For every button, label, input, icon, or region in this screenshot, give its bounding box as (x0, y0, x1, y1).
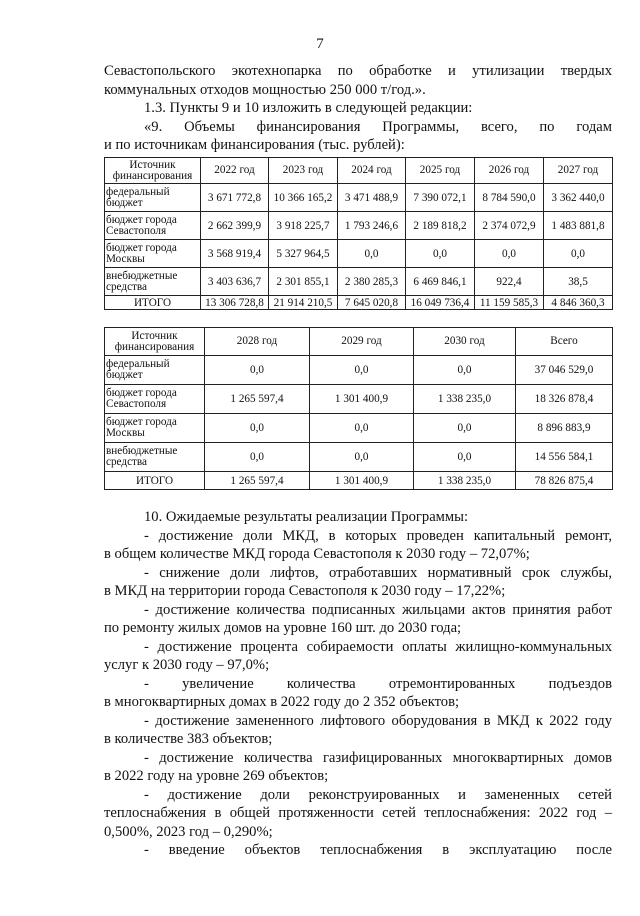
value-cell: 0,0 (414, 414, 516, 443)
header-cell: 2030 год (414, 328, 516, 356)
result-line: в общем количестве МКД города Севастополя к 2030 году – 72,07%; (104, 546, 530, 562)
table-row (105, 184, 613, 212)
source-cell: бюджет города Москвы (105, 240, 201, 268)
result-line: в 2022 году на уровне 269 объектов; (104, 768, 329, 784)
total-label: ИТОГО (105, 296, 201, 310)
table-total-row (105, 472, 613, 490)
total-cell: 1 301 400,9 (310, 472, 414, 490)
source-cell: бюджет города Севастополя (105, 212, 201, 240)
value-cell: 1 265 597,4 (205, 385, 310, 414)
intro-line: 1.3. Пункты 9 и 10 изложить в следующей редакции: (144, 100, 473, 116)
source-cell: федеральный бюджет (105, 184, 201, 212)
value-cell: 2 662 399,9 (201, 212, 269, 240)
result-line: в МКД на территории города Севастополя к 2030 году – 17,22%; (104, 583, 506, 599)
source-cell: внебюджетные средства (105, 443, 205, 472)
value-cell: 37 046 529,0 (516, 356, 613, 385)
result-line: - увеличение количества отремонтированных подъездов (144, 675, 612, 692)
result-line: - снижение доли лифтов, отработавших нормативный срок службы, (144, 564, 612, 581)
intro-line: коммунальных отходов мощностью 250 000 т/год.». (104, 81, 426, 98)
total-cell: 4 846 360,3 (544, 296, 613, 310)
table-row (105, 212, 613, 240)
total-cell: 7 645 020,8 (338, 296, 406, 310)
value-cell: 3 471 488,9 (338, 184, 406, 212)
intro-line: и по источникам финансирования (тыс. рублей): (104, 137, 405, 153)
intro-line: Севастопольского экотехнопарка по обработке и утилизации твердых (104, 63, 612, 79)
result-line: - достижение количества газифицированных многоквартирных домов (144, 749, 612, 766)
value-cell: 5 327 964,5 (269, 240, 338, 268)
value-cell: 0,0 (406, 240, 475, 268)
table-row (105, 356, 613, 385)
source-cell: бюджет города Москвы (105, 414, 205, 443)
total-label: ИТОГО (105, 472, 205, 490)
value-cell: 3 403 636,7 (201, 268, 269, 296)
table-row (105, 268, 613, 296)
header-cell: 2026 год (475, 158, 544, 184)
value-cell: 0,0 (205, 443, 310, 472)
intro-text (104, 62, 612, 155)
table-row (105, 385, 613, 414)
result-line: в количестве 383 объектов; (104, 731, 273, 747)
results-heading: 10. Ожидаемые результаты реализации Программы: (144, 509, 468, 525)
value-cell: 0,0 (475, 240, 544, 268)
table-header-row (105, 158, 613, 184)
result-line: в многоквартирных домах в 2022 году до 2 352 объектов; (104, 694, 460, 710)
source-cell: федеральный бюджет (105, 356, 205, 385)
intro-line: «9. Объемы финансирования Программы, всего, по годам (144, 118, 612, 135)
value-cell: 8 896 883,9 (516, 414, 613, 443)
header-cell: 2028 год (205, 328, 310, 356)
financing-table-2022-2027 (104, 157, 613, 310)
value-cell: 1 338 235,0 (414, 385, 516, 414)
value-cell: 0,0 (414, 356, 516, 385)
table-row (105, 443, 613, 472)
value-cell: 0,0 (338, 240, 406, 268)
value-cell: 2 374 072,9 (475, 212, 544, 240)
result-line: - достижение доли МКД, в которых проведен капитальный ремонт, (144, 527, 612, 544)
value-cell: 14 556 584,1 (516, 443, 613, 472)
result-line: - достижение количества подписанных жильцами актов принятия работ (144, 601, 612, 618)
result-line: - достижение доли реконструированных и замененных сетей (144, 786, 612, 803)
total-cell: 78 826 875,4 (516, 472, 613, 490)
value-cell: 1 301 400,9 (310, 385, 414, 414)
value-cell: 18 326 878,4 (516, 385, 613, 414)
results-section (104, 508, 612, 860)
result-line: 0,500%, 2023 год – 0,290%; (104, 823, 273, 840)
result-line: - введение объектов теплоснабжения в эксплуатацию после (144, 842, 612, 858)
total-cell: 11 159 585,3 (475, 296, 544, 310)
header-cell: 2029 год (310, 328, 414, 356)
value-cell: 0,0 (310, 356, 414, 385)
table-row (105, 240, 613, 268)
total-cell: 1 338 235,0 (414, 472, 516, 490)
result-line: теплоснабжения в общей протяженности сетей теплоснабжения: 2022 год – (104, 805, 612, 821)
header-cell: 2025 год (406, 158, 475, 184)
header-cell: Источник финансирования (105, 328, 205, 356)
header-cell: 2022 год (201, 158, 269, 184)
total-cell: 21 914 210,5 (269, 296, 338, 310)
value-cell: 1 793 246,6 (338, 212, 406, 240)
header-cell: Источник финансирования (105, 158, 201, 184)
value-cell: 3 568 919,4 (201, 240, 269, 268)
value-cell: 8 784 590,0 (475, 184, 544, 212)
total-cell: 1 265 597,4 (205, 472, 310, 490)
result-line: по ремонту жилых домов на уровне 160 шт. до 2030 года; (104, 620, 462, 636)
header-cell: Всего (516, 328, 613, 356)
header-cell: 2024 год (338, 158, 406, 184)
value-cell: 38,5 (544, 268, 613, 296)
result-line: услуг к 2030 году – 97,0%; (104, 657, 270, 673)
value-cell: 3 362 440,0 (544, 184, 613, 212)
value-cell: 2 380 285,3 (338, 268, 406, 296)
value-cell: 0,0 (414, 443, 516, 472)
table-header-row (105, 328, 613, 356)
value-cell: 3 671 772,8 (201, 184, 269, 212)
table-total-row (105, 296, 613, 310)
total-cell: 16 049 736,4 (406, 296, 475, 310)
result-line: - достижение процента собираемости оплаты жилищно-коммунальных (144, 638, 612, 655)
value-cell: 922,4 (475, 268, 544, 296)
value-cell: 3 918 225,7 (269, 212, 338, 240)
source-cell: бюджет города Севастополя (105, 385, 205, 414)
value-cell: 1 483 881,8 (544, 212, 613, 240)
value-cell: 7 390 072,1 (406, 184, 475, 212)
header-cell: 2023 год (269, 158, 338, 184)
source-cell: внебюджетные средства (105, 268, 201, 296)
header-cell: 2027 год (544, 158, 613, 184)
result-line: - достижение замененного лифтового оборудования в МКД к 2022 году (144, 712, 612, 729)
value-cell: 0,0 (544, 240, 613, 268)
value-cell: 2 189 818,2 (406, 212, 475, 240)
table-row (105, 414, 613, 443)
value-cell: 0,0 (205, 356, 310, 385)
value-cell: 6 469 846,1 (406, 268, 475, 296)
financing-table-2028-2030 (104, 327, 613, 490)
value-cell: 0,0 (310, 414, 414, 443)
total-cell: 13 306 728,8 (201, 296, 269, 310)
value-cell: 10 366 165,2 (269, 184, 338, 212)
value-cell: 0,0 (205, 414, 310, 443)
value-cell: 2 301 855,1 (269, 268, 338, 296)
value-cell: 0,0 (310, 443, 414, 472)
page-number: 7 (316, 36, 324, 52)
